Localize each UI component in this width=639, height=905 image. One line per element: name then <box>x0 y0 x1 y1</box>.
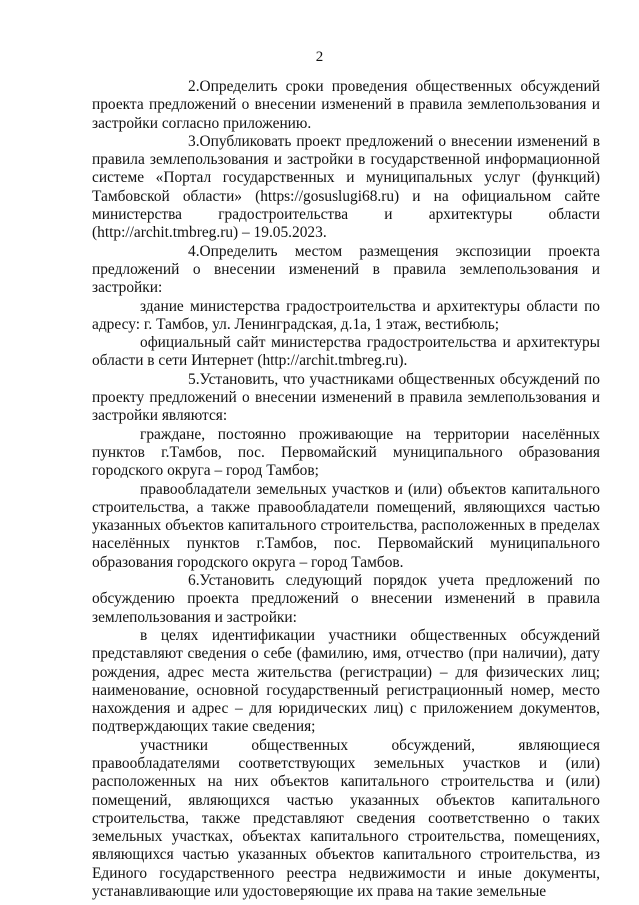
paragraph-identification <box>92 627 600 737</box>
paragraph-item-5 <box>92 371 600 426</box>
paragraph-participants-owners <box>92 481 600 572</box>
paragraph-text: Определить сроки проведения общественных обсуждений проекта предложений о внесении изменений в правила землепользования и застройки согласно приложению. <box>92 78 600 132</box>
paragraph-item-4 <box>92 243 600 298</box>
paragraph-number: 3. <box>188 132 200 150</box>
paragraph-item-2 <box>92 78 600 133</box>
page-number: 2 <box>315 49 324 65</box>
paragraph-text: правообладатели земельных участков и (или) объектов капитального строительства, а также правообладатели помещений, являющихся частью указанных объектов капитального строительства, расположенных в пределах населённых пунктов г.Тамбов, пос. Первомайский муниципального образования городского округа – город Тамбов. <box>92 480 600 571</box>
paragraph-text: граждане, постоянно проживающие на территории населённых пунктов г.Тамбов, пос. Первомайский муниципального образования городского округа – город Тамбов; <box>92 425 600 480</box>
document-body <box>92 78 600 901</box>
paragraph-number: 5. <box>188 370 200 388</box>
paragraph-text: в целях идентификации участники общественных обсуждений представляют сведения о себе (фамилию, имя, отчество (при наличии), дату рождения, адрес места жительства (регистрации) – для физических лиц; наименование, основной государственный регистрационный номер, место нахождения и адрес – для юридических лиц) с приложением документов, подтверждающих такие сведения; <box>92 626 600 736</box>
paragraph-number: 2. <box>188 78 200 95</box>
paragraph-text: участники общественных обсуждений, являющиеся правообладателями соответствующих земельных участков и (или) расположенных на них объектов капитального строительства и (или) помещений, являющихся частью указанных объектов капитального строительства, также представляют сведения соответственно о таких земельных участках, объектах капитального строительства, помещениях, являющихся частью указанных объектов капитального строительства, из Единого государственного реестра недвижимости и иные документы, устанавливающие или удостоверяющие их права на такие земельные <box>92 736 600 901</box>
paragraph-text: Установить следующий порядок учета предложений по обсуждению проекта предложений о внесении изменений в правила землепользования и застройки: <box>92 572 600 626</box>
paragraph-item-3 <box>92 133 600 243</box>
paragraph-text: здание министерства градостроительства и архитектуры области по адресу: г. Тамбов, ул. Ленинградская, д.1а, 1 этаж, вестибюль; <box>92 297 600 333</box>
paragraph-owner-information <box>92 737 600 902</box>
paragraph-text: Опубликовать проект предложений о внесении изменений в правила землепользования и застройки в государственной информационной системе «Портал государственных и муниципальных услуг (функций) Тамбовской области» (https://gosuslugi68.ru) и на официальном сайте министерства градостроительства и архитектуры области (http://archit.tmbreg.ru) – 19.05.2023. <box>92 132 600 242</box>
paragraph-number: 6. <box>188 572 200 590</box>
paragraph-exposition-website <box>92 334 600 371</box>
paragraph-number: 4. <box>188 242 200 260</box>
paragraph-participants-citizens <box>92 426 600 481</box>
paragraph-text: Определить местом размещения экспозиции проекта предложений о внесении изменений в правила землепользования и застройки: <box>92 242 600 297</box>
paragraph-exposition-building <box>92 298 600 335</box>
paragraph-item-6 <box>92 572 600 627</box>
paragraph-text: официальный сайт министерства градостроительства и архитектуры области в сети Интернет (http://archit.tmbreg.ru). <box>92 334 600 370</box>
paragraph-text: Установить, что участниками общественных обсуждений по проекту предложений о внесении изменений в правила землепользования и застройки являются: <box>92 370 600 425</box>
